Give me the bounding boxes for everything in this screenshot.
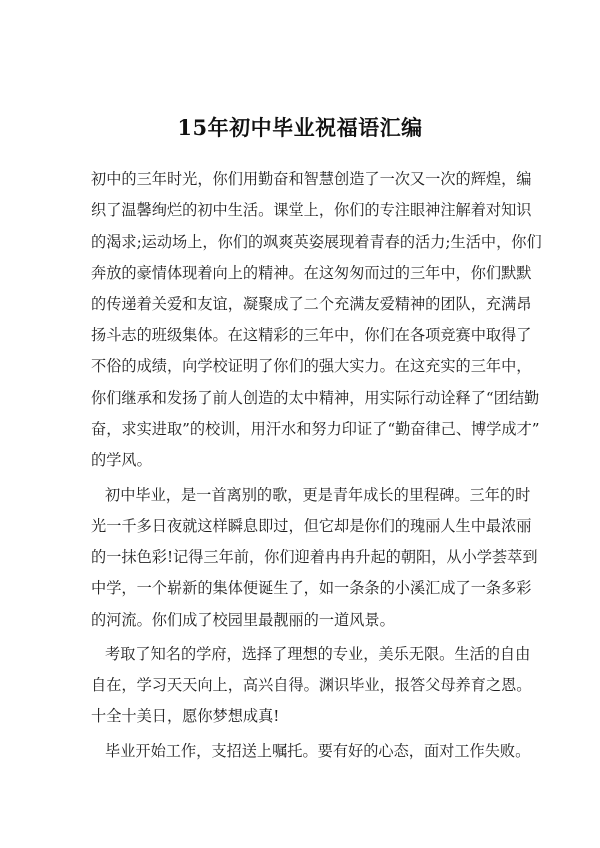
paragraph-line: 毕业开始工作，支招送上嘱托。要有好的心态，面对工作失败。 (105, 742, 531, 760)
paragraph-line: 的传递着关爱和友谊，凝聚成了二个充满友爱精神的团队，充满昂 (91, 295, 532, 313)
paragraph-line: 织了温馨绚烂的初中生活。课堂上，你们的专注眼神注解着对知识 (91, 201, 532, 219)
paragraph-line: 扬斗志的班级集体。在这精彩的三年中，你们在各项竞赛中取得了 (91, 326, 532, 344)
paragraph-line: 的学风。 (91, 451, 152, 469)
paragraph-line: 的渴求;运动场上，你们的飒爽英姿展现着青春的活力;生活中，你们 (91, 233, 542, 251)
paragraph-line: 初中毕业，是一首离别的歌，更是青年成长的里程碑。三年的时 (105, 486, 531, 504)
paragraph-line: 的一抹色彩!记得三年前，你们迎着冉冉升起的朝阳，从小学荟萃到 (91, 548, 538, 566)
paragraph-line: 自在，学习天天向上，高兴自得。渊识毕业，报答父母养育之恩。 (91, 676, 532, 694)
paragraph-line: 的河流。你们成了校园里最靓丽的一道风景。 (91, 611, 395, 629)
paragraph-line: 你们继承和发扬了前人创造的太中精神，用实际行动诠释了“团结勤 (91, 389, 540, 407)
paragraph-line: 初中的三年时光，你们用勤奋和智慧创造了一次又一次的辉煌，编 (91, 170, 532, 188)
paragraph-line: 中学，一个崭新的集体便诞生了，如一条条的小溪汇成了一条多彩 (91, 579, 532, 597)
paragraph-line: 不俗的成绩，向学校证明了你们的强大实力。在这充实的三年中， (91, 357, 532, 375)
document-title: 15年初中毕业祝福语汇编 (177, 115, 423, 140)
paragraph-line: 十全十美日，愿你梦想成真! (91, 707, 280, 725)
paragraph-line: 光一千多日夜就这样瞬息即过，但它却是你们的瑰丽人生中最浓丽 (91, 517, 532, 535)
paragraph-line: 奋，求实进取”的校训，用汗水和努力印证了“勤奋律己、博学成才” (91, 420, 540, 438)
paragraph-line: 考取了知名的学府，选择了理想的专业，美乐无限。生活的自由 (105, 645, 531, 663)
paragraph-line: 奔放的豪情体现着向上的精神。在这匆匆而过的三年中，你们默默 (91, 264, 532, 282)
